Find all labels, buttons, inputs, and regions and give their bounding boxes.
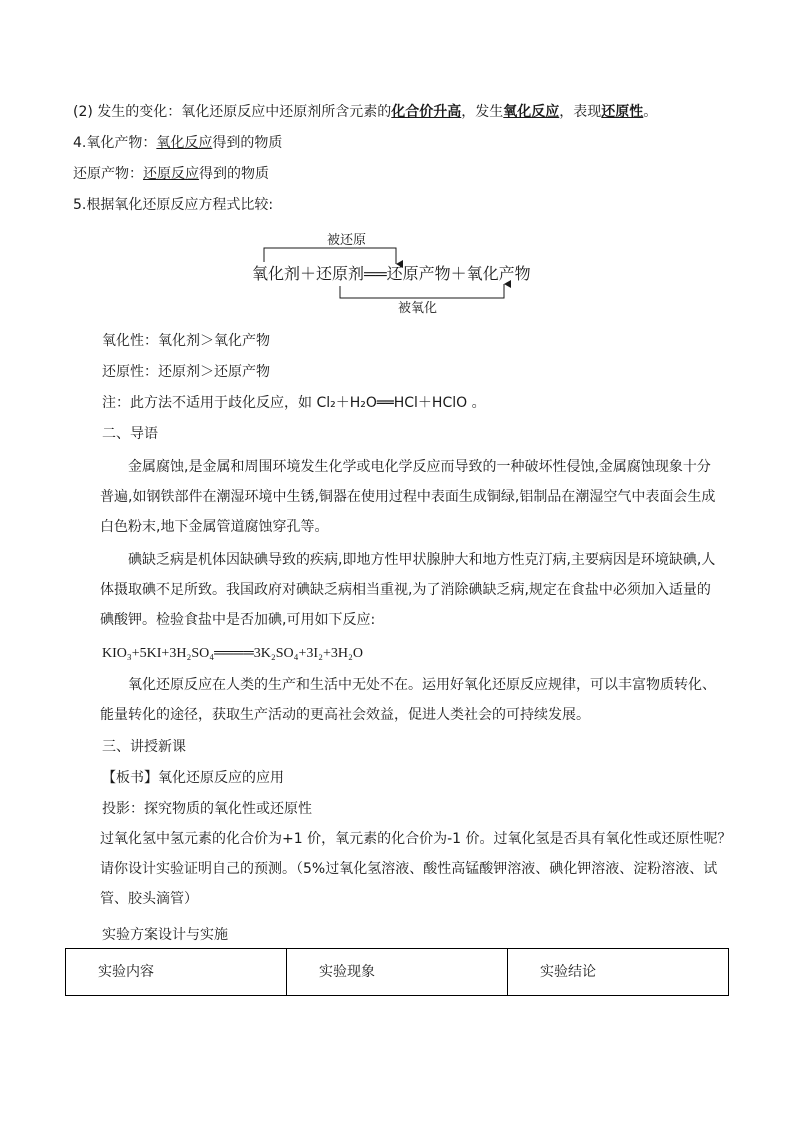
- oxidized-bracket: [340, 284, 504, 298]
- change-end: 。: [643, 104, 658, 120]
- oxidation-product-line: [73, 134, 282, 152]
- header-phenomenon: 实验现象: [287, 949, 508, 996]
- redox-equation: 氧化剂＋还原剂══还原产物＋氧化产物: [252, 266, 531, 283]
- change-prefix: (2) 发生的变化：氧化还原反应中还原剂所含元素的: [73, 104, 392, 120]
- oxidizing-comparison: 氧化性：氧化剂＞氧化产物: [102, 333, 270, 349]
- table-row: [66, 949, 729, 996]
- section-heading-intro: 二、导语: [102, 426, 158, 442]
- change-line: [73, 103, 657, 121]
- header-conclusion: 实验结论: [508, 949, 729, 996]
- change-mid1: ，发生: [461, 104, 504, 120]
- note-line: 注：此方法不适用于歧化反应，如 Cl₂＋H₂O══HCl＋HClO 。: [102, 395, 486, 411]
- keyword-oxidation-reaction: 氧化反应: [503, 104, 560, 120]
- paragraph-application: 氧化还原反应在人类的生产和生活中无处不在。运用好氧化还原反应规律，可以丰富物质转化、能量转化的途径，获取生产活动的更高社会效益，促进人类社会的可持续发展。: [100, 677, 716, 723]
- reduced-bracket: [264, 248, 396, 264]
- reduction-product-label: 还原产物：: [73, 166, 143, 182]
- keyword-valence-rise: 化合价升高: [391, 104, 462, 120]
- experiment-title: 实验方案设计与实施: [102, 927, 228, 943]
- oxidized-label: 被氧化: [398, 300, 438, 315]
- board-note: 【板书】氧化还原反应的应用: [102, 770, 284, 786]
- oxidation-product-label: 4.氧化产物：: [73, 135, 157, 151]
- reduced-label: 被还原: [327, 232, 367, 247]
- reduction-product-key: 还原反应: [143, 166, 199, 182]
- section-heading-new-lesson: 三、讲授新课: [102, 739, 186, 755]
- reducing-comparison: 还原性：还原剂＞还原产物: [102, 364, 270, 380]
- paragraph-peroxide: 过氧化氢中氢元素的化合价为+1 价，氧元素的化合价为-1 价。过氧化氢是否具有氧化性或还原性呢？请你设计实验证明自己的预测。（5%过氧化氢溶液、酸性高锰酸钾溶液、碘化钾溶液、淀粉溶液、试管、胶头滴管）: [100, 831, 732, 907]
- header-content: 实验内容: [66, 949, 287, 996]
- oxidation-product-key: 氧化反应: [156, 135, 213, 151]
- keyword-reducibility: 还原性: [601, 104, 644, 120]
- oxidation-product-suffix: 得到的物质: [212, 135, 283, 151]
- experiment-table: [65, 948, 729, 996]
- paragraph-corrosion: 金属腐蚀,是金属和周围环境发生化学或电化学反应而导致的一种破坏性侵蚀,金属腐蚀现象十分普遍,如钢铁部件在潮湿环境中生锈,铜器在使用过程中表面生成铜绿,铝制品在潮湿空气中表面会生成白色粉末,地下金属管道腐蚀穿孔等。: [100, 459, 716, 535]
- reduction-product-line: [73, 165, 269, 183]
- projection-note: 投影：探究物质的氧化性或还原性: [102, 801, 312, 817]
- compare-title: 5.根据氧化还原反应方程式比较:: [73, 197, 274, 213]
- paragraph-iodine: 碘缺乏病是机体因缺碘导致的疾病,即地方性甲状腺肿大和地方性克汀病,主要病因是环境缺碘,人体摄取碘不足所致。我国政府对碘缺乏病相当重视,为了消除碘缺乏病,规定在食盐中必须加入适量的碘酸钾。检验食盐中是否加碘,可用如下反应:: [100, 552, 716, 628]
- change-mid2: ，表现: [559, 104, 602, 120]
- redox-diagram: [240, 228, 560, 320]
- iodine-test-equation: KIO₃+5KI+3H₂SO₄════3K₂SO₄+3I₂+3H₂O: [102, 646, 363, 661]
- reduction-product-suffix: 得到的物质: [199, 166, 269, 182]
